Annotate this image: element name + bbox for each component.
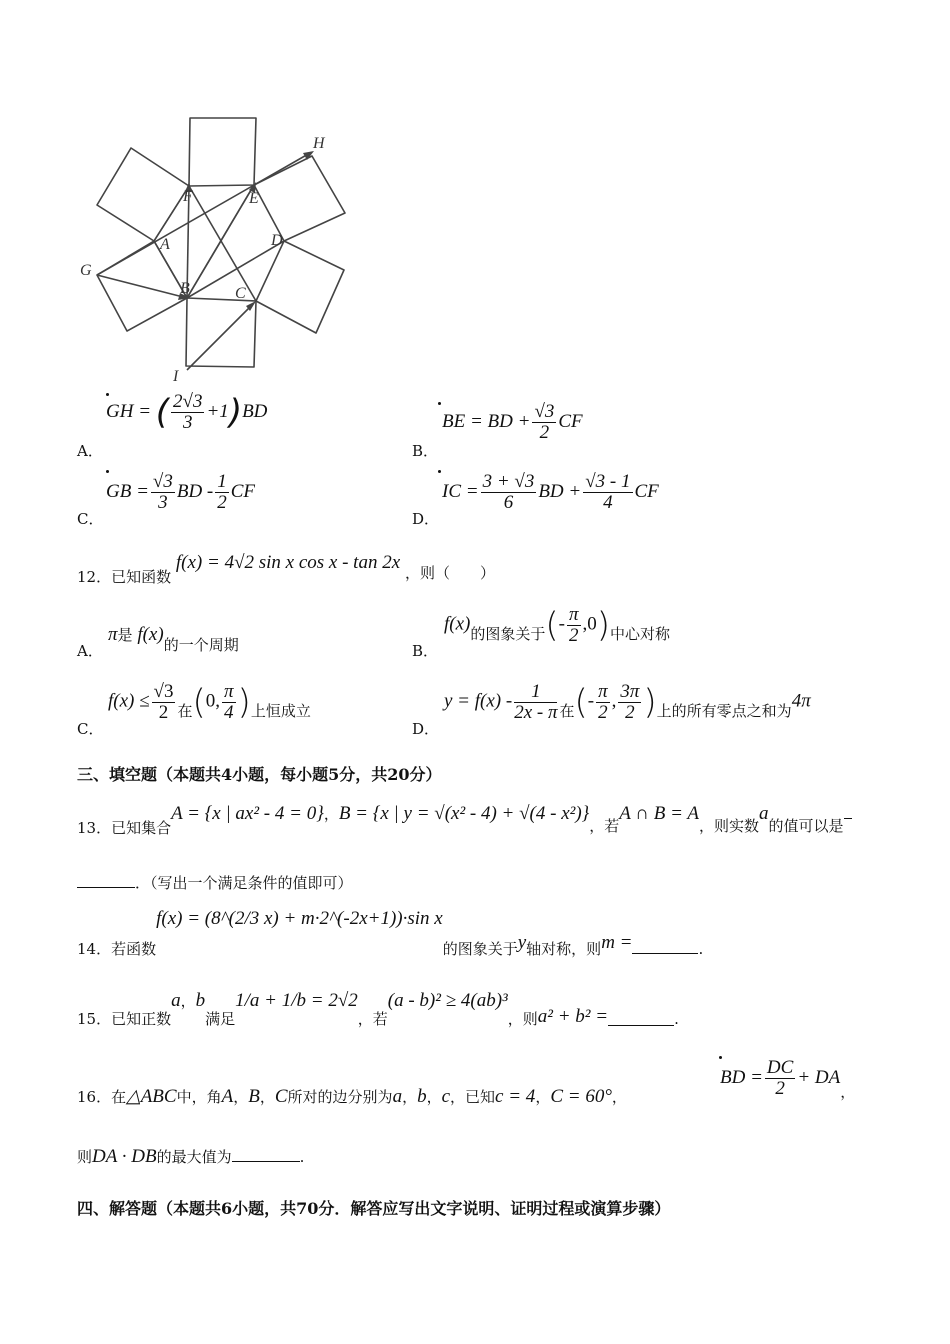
q16-stem: 16．在△ABC中，角A，B，C所对的边分别为a，b，c，已知c = 4，C = 60°， [77, 1086, 627, 1107]
option-letter: A． [77, 442, 103, 460]
answer-blank[interactable] [608, 1024, 674, 1026]
vector-mark [438, 402, 441, 405]
q16-line2: 则DA · DB的最大值为 . [77, 1146, 305, 1167]
option-letter: A． [77, 642, 103, 660]
option-letter: B． [412, 442, 439, 460]
square-top [189, 118, 256, 186]
q15-stem: 15．已知正数a，b满足1/a + 1/b = 2√2，若(a - b)² ≥ 4(ab)³，则a² + b² = . [77, 990, 679, 1028]
label-F: F [183, 188, 193, 205]
q11-option-a: GH = ( $\frac{2√3}{3}$ +1)BD [106, 391, 268, 433]
answer-blank[interactable] [232, 1160, 300, 1162]
q12-stem: 12．已知函数 f(x) = 4√2 sin x cos x - tan 2x ，则（ ） [77, 552, 495, 586]
q11-option-b: BE = BD + $\frac{√3}{2}$ CF [442, 401, 583, 443]
option-letter: B． [412, 642, 439, 660]
vector-mark [438, 470, 441, 473]
label-G: G [80, 262, 92, 279]
geometry-figure [75, 110, 365, 390]
q13-line2: ．（写出一个满足条件的值即可） [77, 872, 353, 893]
option-letter: D． [412, 510, 440, 528]
label-D: D [271, 232, 283, 249]
option-letter: D． [412, 720, 440, 738]
q12-option-c: f(x) ≤ $\frac{√3}{2}$ 在(0, $\frac{\pi}{4}$ )上恒成立 [108, 681, 311, 723]
option-letter: C． [77, 720, 104, 738]
option-letter: C． [77, 510, 104, 528]
square-left [97, 148, 189, 241]
square-right [254, 156, 345, 241]
label-E: E [249, 190, 259, 207]
label-C: C [235, 285, 246, 302]
q12-option-d: y = f(x) - $\frac{1}{2x - \pi}$ 在(- $\frac{\pi}{2}$ , $\frac{3\pi}{2}$ )上的所有零点之和为4π [444, 681, 811, 723]
answer-blank[interactable] [632, 952, 698, 954]
label-B: B [180, 280, 190, 297]
square-bottom-right [256, 241, 344, 333]
square-bottom [186, 298, 256, 367]
q11-option-c: GB = $\frac{√3}{3}$ BD - $\frac{1}{2}$ CF [106, 471, 256, 513]
q13-stem: 13．已知集合A = {x | ax² - 4 = 0}，B = {x | y = √(x² - 4) + √(4 - x²)}，若A ∩ B = A，则实数a的值可以是 [77, 803, 852, 825]
q12-option-a: π是 f(x)的一个周期 [108, 624, 239, 654]
q11-option-d: IC = $\frac{3 + √3}{6}$ BD + $\frac{√3 - 1}{4}$ CF [442, 471, 659, 513]
answer-blank[interactable] [77, 886, 135, 888]
label-I: I [173, 368, 179, 385]
label-H: H [313, 135, 325, 152]
q16-vector-eq: BD = $\frac{DC}{2}$ + $DA_,$ [720, 1057, 856, 1101]
section-3-heading: 三、填空题（本题共4小题，每小题5分，共20分） [77, 765, 442, 784]
q14-stem: 14．若函数f(x) = (8^(2/3 x) + m·2^(-2x+1))·sin x的图象关于y轴对称，则m = . [77, 908, 704, 958]
label-A: A [160, 236, 170, 253]
section-4-heading: 四、解答题（本题共6小题，共70分．解答应写出文字说明、证明过程或演算步骤） [77, 1199, 671, 1218]
q12-option-b: f(x)的图象关于(- $\frac{\pi}{2}$ ,0)中心对称 [444, 604, 671, 646]
